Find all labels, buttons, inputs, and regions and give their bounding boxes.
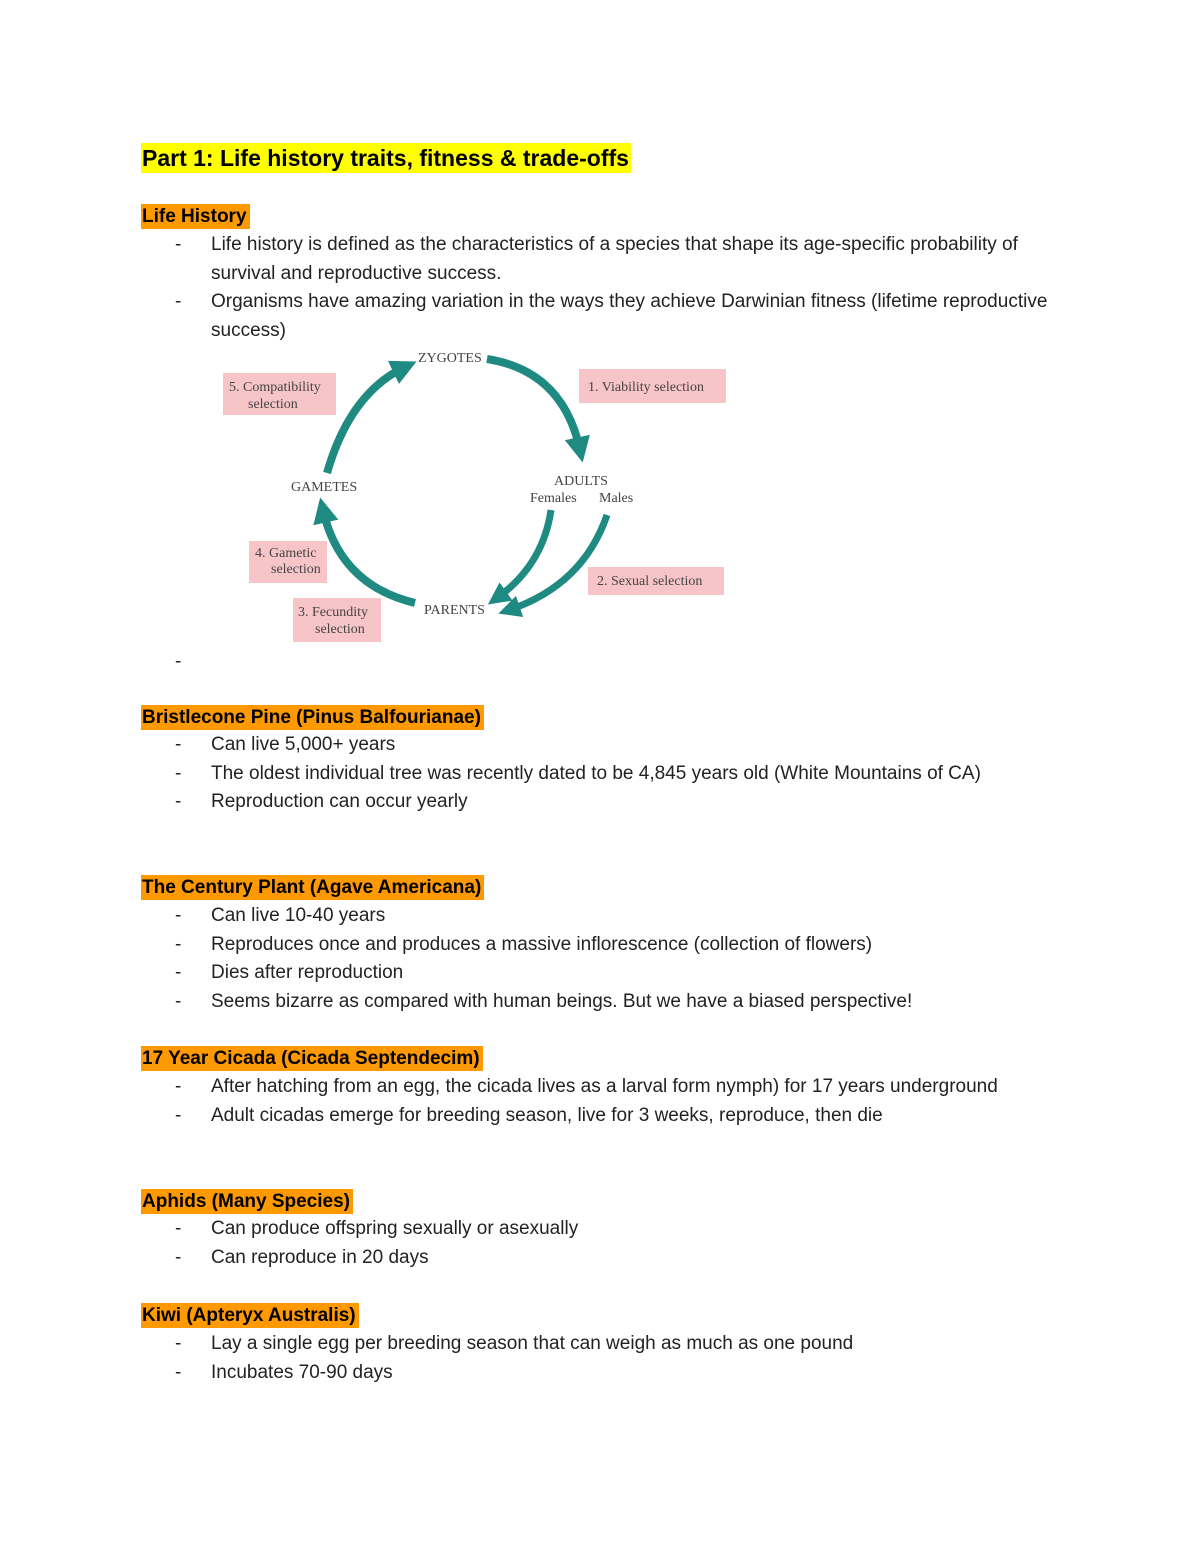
- heading-aphids: Aphids (Many Species): [141, 1189, 353, 1214]
- node-females: Females: [530, 491, 577, 506]
- heading-century-plant: The Century Plant (Agave Americana): [141, 875, 484, 900]
- fecundity-selection-label-2: selection: [315, 622, 365, 637]
- list-item: - Reproduction can occur yearly: [141, 788, 1061, 817]
- list-century-plant: [141, 902, 1061, 1016]
- node-males: Males: [599, 491, 634, 506]
- list-item: - Incubates 70-90 days: [141, 1359, 1061, 1388]
- bullet-dash: -: [175, 1218, 182, 1239]
- fecundity-selection-label: 3. Fecundity: [298, 605, 368, 620]
- gametic-selection-label-2: selection: [271, 562, 321, 577]
- heading-kiwi: Kiwi (Apteryx Australis): [141, 1303, 359, 1328]
- arrow-females-to-parents: [497, 510, 551, 598]
- compatibility-selection-label-2: selection: [248, 397, 298, 412]
- node-zygotes: ZYGOTES: [418, 351, 482, 366]
- life-cycle-diagram: [215, 345, 735, 645]
- list-item: - Life history is defined as the characteristics of a species that shape its age-specific probability of survival and reproductive success.: [141, 231, 1061, 288]
- list-item: - Lay a single egg per breeding season that can weigh as much as one pound: [141, 1330, 1061, 1359]
- list-item: - Can produce offspring sexually or asexually: [141, 1215, 1061, 1244]
- list-item: - Adult cicadas emerge for breeding season, live for 3 weeks, reproduce, then die: [141, 1102, 1061, 1131]
- list-item: - Reproduces once and produces a massive inflorescence (collection of flowers): [141, 931, 1061, 960]
- gametic-selection-label: 4. Gametic: [255, 546, 317, 561]
- page-title: Part 1: Life history traits, fitness & trade-offs: [142, 145, 629, 171]
- bullet-dash: -: [175, 1246, 182, 1268]
- bullet-dash: -: [175, 791, 182, 812]
- sexual-selection-label: 2. Sexual selection: [597, 574, 703, 589]
- list-item: - Can live 5,000+ years: [141, 731, 1061, 760]
- arrow-parents-to-gametes: [323, 510, 415, 603]
- node-adults: ADULTS: [554, 474, 608, 489]
- list-item: - The oldest individual tree was recently dated to be 4,845 years old (White Mountains of CA): [141, 760, 1061, 789]
- arrow-gametes-to-zygotes: [327, 367, 405, 473]
- bullet-dash: -: [175, 1104, 182, 1126]
- bullet-dash: -: [175, 291, 182, 312]
- bullet-dash: -: [175, 1076, 182, 1097]
- bullet-dash: -: [175, 1333, 182, 1354]
- heading-cicada: 17 Year Cicada (Cicada Septendecim): [141, 1046, 483, 1071]
- bullet-dash: -: [175, 1361, 182, 1383]
- empty-bullet-dash: -: [175, 651, 182, 672]
- list-cicada: [141, 1073, 1061, 1130]
- list-aphids: [141, 1215, 1061, 1272]
- bullet-dash: -: [175, 234, 182, 255]
- heading-bristlecone-pine: Bristlecone Pine (Pinus Balfourianae): [141, 705, 484, 730]
- list-kiwi: [141, 1330, 1061, 1387]
- list-item: - Organisms have amazing variation in the ways they achieve Darwinian fitness (lifetime reproductive success): [141, 288, 1061, 345]
- bullet-dash: -: [175, 734, 182, 755]
- arrow-males-to-parents: [509, 515, 607, 610]
- bullet-dash: -: [175, 905, 182, 926]
- node-gametes: GAMETES: [291, 480, 358, 495]
- list-item: - Can reproduce in 20 days: [141, 1244, 1061, 1273]
- bullet-dash: -: [175, 933, 182, 955]
- list-item: - Can live 10-40 years: [141, 902, 1061, 931]
- compatibility-selection-label: 5. Compatibility: [229, 380, 321, 395]
- list-bristlecone-pine: [141, 731, 1061, 817]
- heading-life-history: Life History: [141, 204, 250, 229]
- arrow-zygotes-to-adults: [487, 359, 580, 450]
- node-parents: PARENTS: [424, 603, 485, 618]
- bullet-dash: -: [175, 762, 182, 784]
- bullet-dash: -: [175, 962, 182, 983]
- list-life-history: [141, 231, 1061, 345]
- bullet-dash: -: [175, 990, 182, 1012]
- list-item: - Seems bizarre as compared with human beings. But we have a biased perspective!: [141, 988, 1061, 1017]
- list-item: - After hatching from an egg, the cicada lives as a larval form nymph) for 17 years underground: [141, 1073, 1061, 1102]
- list-item: - Dies after reproduction: [141, 959, 1061, 988]
- viability-selection-label: 1. Viability selection: [588, 380, 704, 395]
